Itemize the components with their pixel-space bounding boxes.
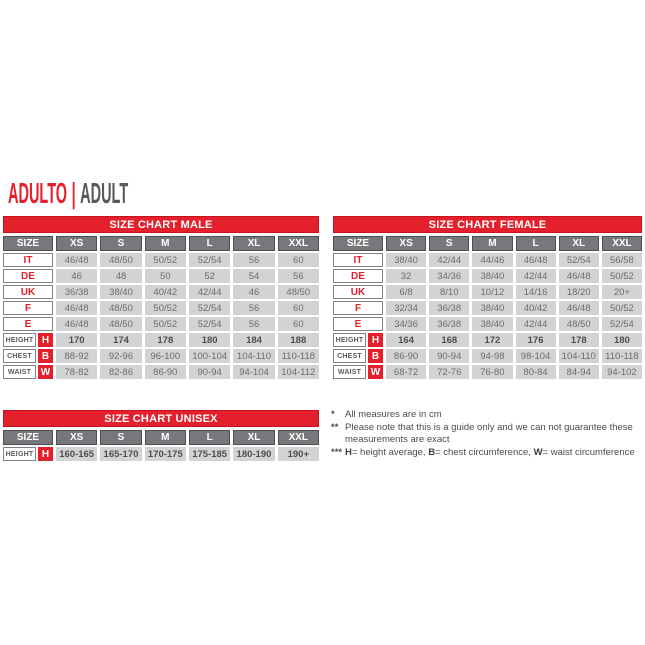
column-header-l: L [189,430,230,445]
size-cell: 40/42 [145,285,186,299]
size-cell: 50/52 [602,301,642,315]
measure-label-group [3,447,53,461]
size-row [3,269,319,283]
measure-cell: 86-90 [145,365,186,379]
measure-cell: 90-94 [189,365,230,379]
measure-cell: 90-94 [429,349,469,363]
measure-cell: 88-92 [56,349,97,363]
row-label-e: E [333,317,383,331]
measure-cell: 180 [602,333,642,347]
row-label-uk: UK [333,285,383,299]
size-chart-male-table [3,216,319,379]
measure-cell: 188 [278,333,319,347]
size-cell: 32/34 [386,301,426,315]
measure-cell: 164 [386,333,426,347]
table-header-row [333,236,642,251]
size-chart-female-table [333,216,642,379]
size-cell: 36/38 [429,301,469,315]
row-label-it: IT [333,253,383,267]
measure-cell: 174 [100,333,141,347]
column-header-l: L [189,236,230,251]
size-row [3,253,319,267]
measure-cell: 170 [56,333,97,347]
size-cell: 20+ [602,285,642,299]
measure-cell: 94-102 [602,365,642,379]
size-cell: 46 [233,285,274,299]
size-cell: 46/48 [559,269,599,283]
size-cell: 42/44 [429,253,469,267]
measure-cell: 180-190 [233,447,274,461]
measure-cell: 76-80 [472,365,512,379]
size-cell: 48 [100,269,141,283]
size-cell: 38/40 [472,301,512,315]
footnote-marker: * [331,409,335,420]
measure-row [3,365,319,379]
column-header-s: S [100,236,141,251]
measure-cell: 72-76 [429,365,469,379]
page-title [8,180,128,209]
size-cell: 46 [56,269,97,283]
measure-cell: 172 [472,333,512,347]
column-header-xs: XS [56,430,97,445]
size-cell: 18/20 [559,285,599,299]
size-cell: 40/42 [516,301,556,315]
column-header-xs: XS [386,236,426,251]
measure-label-waist: WAIST [3,365,36,379]
size-column-header: SIZE [3,236,53,251]
size-cell: 34/36 [429,269,469,283]
size-cell: 52 [189,269,230,283]
measure-label-height: HEIGHT [3,447,36,461]
measure-cell: 110-118 [602,349,642,363]
size-row [3,285,319,299]
row-label-f: F [3,301,53,315]
size-cell: 52/54 [559,253,599,267]
measure-cell: 184 [233,333,274,347]
measure-label-group [3,349,53,363]
measure-cell: 86-90 [386,349,426,363]
size-cell: 56 [278,269,319,283]
size-cell: 50 [145,269,186,283]
measure-row [3,333,319,347]
footnote-segment: = height average, [351,446,429,458]
footnote-segment: H [345,446,352,458]
column-header-m: M [472,236,512,251]
column-header-l: L [516,236,556,251]
measure-cell: 170-175 [145,447,186,461]
size-cell: 56/58 [602,253,642,267]
measure-label-chest: CHEST [333,349,366,363]
size-cell: 38/40 [472,269,512,283]
row-label-de: DE [3,269,53,283]
size-cell: 50/52 [145,253,186,267]
table-title-bar: SIZE CHART MALE [3,216,319,233]
table-title-bar: SIZE CHART UNISEX [3,410,319,427]
measure-cell: 78-82 [56,365,97,379]
size-cell: 60 [278,301,319,315]
size-cell: 42/44 [516,269,556,283]
row-label-uk: UK [3,285,53,299]
footnote-marker: ** [331,421,339,433]
footnote-marker: *** [331,446,343,458]
size-cell: 42/44 [516,317,556,331]
measure-cell: 80-84 [516,365,556,379]
size-cell: 36/38 [429,317,469,331]
size-cell: 44/46 [472,253,512,267]
measure-cell: 104-110 [233,349,274,363]
column-header-xl: XL [233,430,274,445]
page-title-primary: ADULTO [8,178,68,210]
size-cell: 60 [278,253,319,267]
column-header-xxl: XXL [278,236,319,251]
size-cell: 42/44 [189,285,230,299]
size-cell: 48/50 [278,285,319,299]
size-row [333,253,642,267]
measure-badge-h: H [368,333,383,347]
measure-label-chest: CHEST [3,349,36,363]
measure-cell: 104-112 [278,365,319,379]
column-header-s: S [429,236,469,251]
size-cell: 38/40 [472,317,512,331]
measure-badge-h: H [38,447,53,461]
measure-cell: 98-104 [516,349,556,363]
table-title-bar: SIZE CHART FEMALE [333,216,642,233]
measure-badge-b: B [368,349,383,363]
column-header-xs: XS [56,236,97,251]
size-row [333,301,642,315]
measure-cell: 160-165 [56,447,97,461]
size-cell: 8/10 [429,285,469,299]
size-row [333,269,642,283]
size-column-header: SIZE [333,236,383,251]
size-cell: 50/52 [145,301,186,315]
size-cell: 52/54 [189,317,230,331]
row-label-de: DE [333,269,383,283]
measure-cell: 180 [189,333,230,347]
size-column-header: SIZE [3,430,53,445]
measure-label-group [333,349,383,363]
page-title-secondary: ADULT [80,178,129,210]
size-cell: 46/48 [56,301,97,315]
measure-cell: 100-104 [189,349,230,363]
measure-label-height: HEIGHT [3,333,36,347]
column-header-xl: XL [233,236,274,251]
size-row [333,317,642,331]
measure-row [3,349,319,363]
measure-cell: 110-118 [278,349,319,363]
footnote-segment: All measures are in cm [345,409,442,420]
measure-cell: 165-170 [100,447,141,461]
footnote-text [345,447,645,460]
size-cell: 50/52 [602,269,642,283]
measure-label-height: HEIGHT [333,333,366,347]
footnote-3 [331,447,645,460]
size-cell: 48/50 [100,301,141,315]
measure-cell: 82-86 [100,365,141,379]
measure-cell: 175-185 [189,447,230,461]
measure-badge-w: W [368,365,383,379]
measure-label-waist: WAIST [333,365,366,379]
measure-cell: 94-98 [472,349,512,363]
page-title-separator: | [71,178,76,210]
size-cell: 48/50 [559,317,599,331]
measure-cell: 178 [559,333,599,347]
size-cell: 52/54 [189,253,230,267]
measure-label-group [3,333,53,347]
column-header-xxl: XXL [602,236,642,251]
measure-badge-h: H [38,333,53,347]
column-header-m: M [145,430,186,445]
measure-label-group [333,333,383,347]
measure-row [333,333,642,347]
size-cell: 38/40 [386,253,426,267]
measure-cell: 190+ [278,447,319,461]
size-cell: 10/12 [472,285,512,299]
measure-cell: 104-110 [559,349,599,363]
size-cell: 52/54 [602,317,642,331]
column-header-xl: XL [559,236,599,251]
measure-row [333,365,642,379]
size-cell: 32 [386,269,426,283]
size-cell: 56 [233,317,274,331]
row-label-it: IT [3,253,53,267]
size-chart-unisex-table [3,410,319,461]
footnote-text [345,409,645,422]
table-header-row [3,430,319,445]
measure-badge-w: W [38,365,53,379]
size-cell: 46/48 [559,301,599,315]
size-cell: 54 [233,269,274,283]
size-cell: 46/48 [516,253,556,267]
footnote-segment: B [428,446,436,458]
column-header-xxl: XXL [278,430,319,445]
measure-cell: 94-104 [233,365,274,379]
measure-cell: 96-100 [145,349,186,363]
size-cell: 50/52 [145,317,186,331]
footnote-segment: W [533,446,543,458]
size-row [333,285,642,299]
size-cell: 46/48 [56,253,97,267]
row-label-f: F [333,301,383,315]
size-row [3,317,319,331]
measure-cell: 92-96 [100,349,141,363]
size-cell: 52/54 [189,301,230,315]
size-cell: 46/48 [56,317,97,331]
footnotes [331,409,645,459]
size-cell: 34/36 [386,317,426,331]
column-header-m: M [145,236,186,251]
size-cell: 36/38 [56,285,97,299]
footnote-1 [331,409,645,422]
size-cell: 6/8 [386,285,426,299]
size-cell: 60 [278,317,319,331]
footnote-segment: = waist circumference [542,446,635,458]
measure-row [333,349,642,363]
table-header-row [3,236,319,251]
measure-cell: 68-72 [386,365,426,379]
measure-label-group [3,365,53,379]
measure-cell: 84-94 [559,365,599,379]
footnote-segment: = chest circumference, [435,446,534,458]
measure-cell: 168 [429,333,469,347]
size-cell: 56 [233,253,274,267]
size-row [3,301,319,315]
footnote-text [345,422,645,447]
footnote-segment: Please note that this is a guide only and we can not guarantee these measurements are exact [345,421,633,445]
measure-cell: 178 [145,333,186,347]
measure-cell: 176 [516,333,556,347]
footnote-2 [331,422,645,447]
size-cell: 14/16 [516,285,556,299]
size-cell: 38/40 [100,285,141,299]
measure-badge-b: B [38,349,53,363]
size-cell: 56 [233,301,274,315]
size-cell: 48/50 [100,253,141,267]
measure-label-group [333,365,383,379]
row-label-e: E [3,317,53,331]
size-cell: 48/50 [100,317,141,331]
column-header-s: S [100,430,141,445]
measure-row [3,447,319,461]
